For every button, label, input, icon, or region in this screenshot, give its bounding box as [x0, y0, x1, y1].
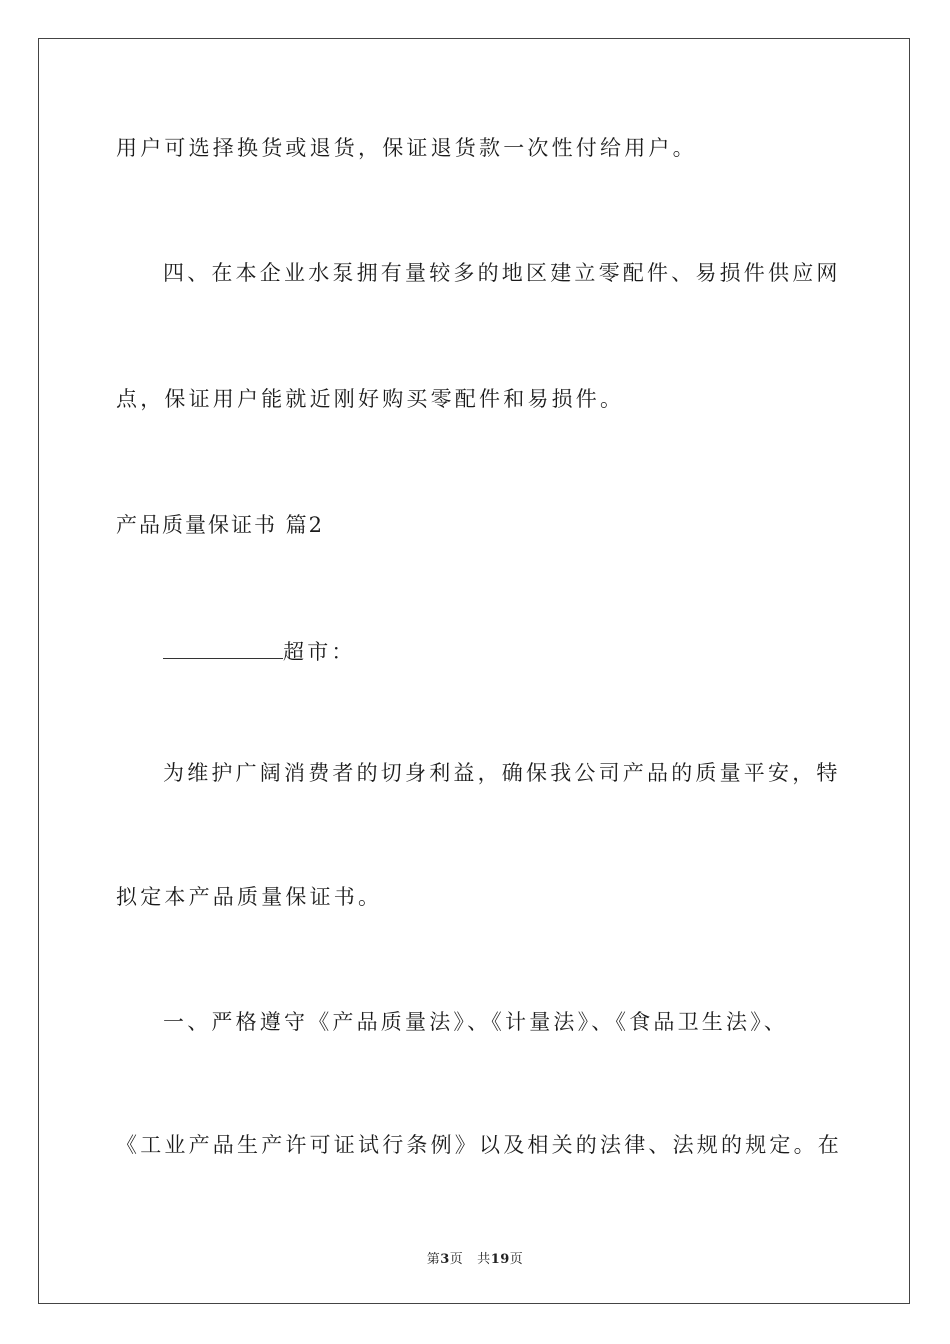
- total-prefix: 共: [477, 1252, 491, 1267]
- addressee-line: [163, 640, 356, 663]
- page-footer: [0, 1248, 950, 1267]
- page-suffix: 页: [449, 1252, 464, 1267]
- total-pages: 19: [490, 1252, 510, 1267]
- page-number: 3: [440, 1252, 450, 1267]
- page-prefix: 第: [426, 1252, 441, 1267]
- addressee-label: 超市：: [283, 640, 356, 664]
- fill-in-blank: [163, 640, 283, 659]
- page-border: [38, 38, 910, 1304]
- paragraph-line-4: 为维护广阔消费者的切身利益，确保我公司产品的质量平安，特: [163, 761, 841, 785]
- paragraph-line-5: 拟定本产品质量保证书。: [116, 885, 383, 909]
- paragraph-line-7: 《工业产品生产许可证试行条例》以及相关的法律、法规的规定。在: [116, 1133, 842, 1157]
- paragraph-line-1: 用户可选择换货或退货，保证退货款一次性付给用户。: [116, 136, 697, 160]
- section-heading: 产品质量保证书 篇2: [116, 513, 325, 537]
- paragraph-line-2: 四、在本企业水泵拥有量较多的地区建立零配件、易损件供应网: [163, 261, 841, 285]
- paragraph-line-3: 点，保证用户能就近刚好购买零配件和易损件。: [116, 387, 625, 411]
- paragraph-line-6: 一、严格遵守《产品质量法》、《计量法》、《食品卫生法》、: [163, 1010, 789, 1034]
- total-suffix: 页: [509, 1252, 524, 1267]
